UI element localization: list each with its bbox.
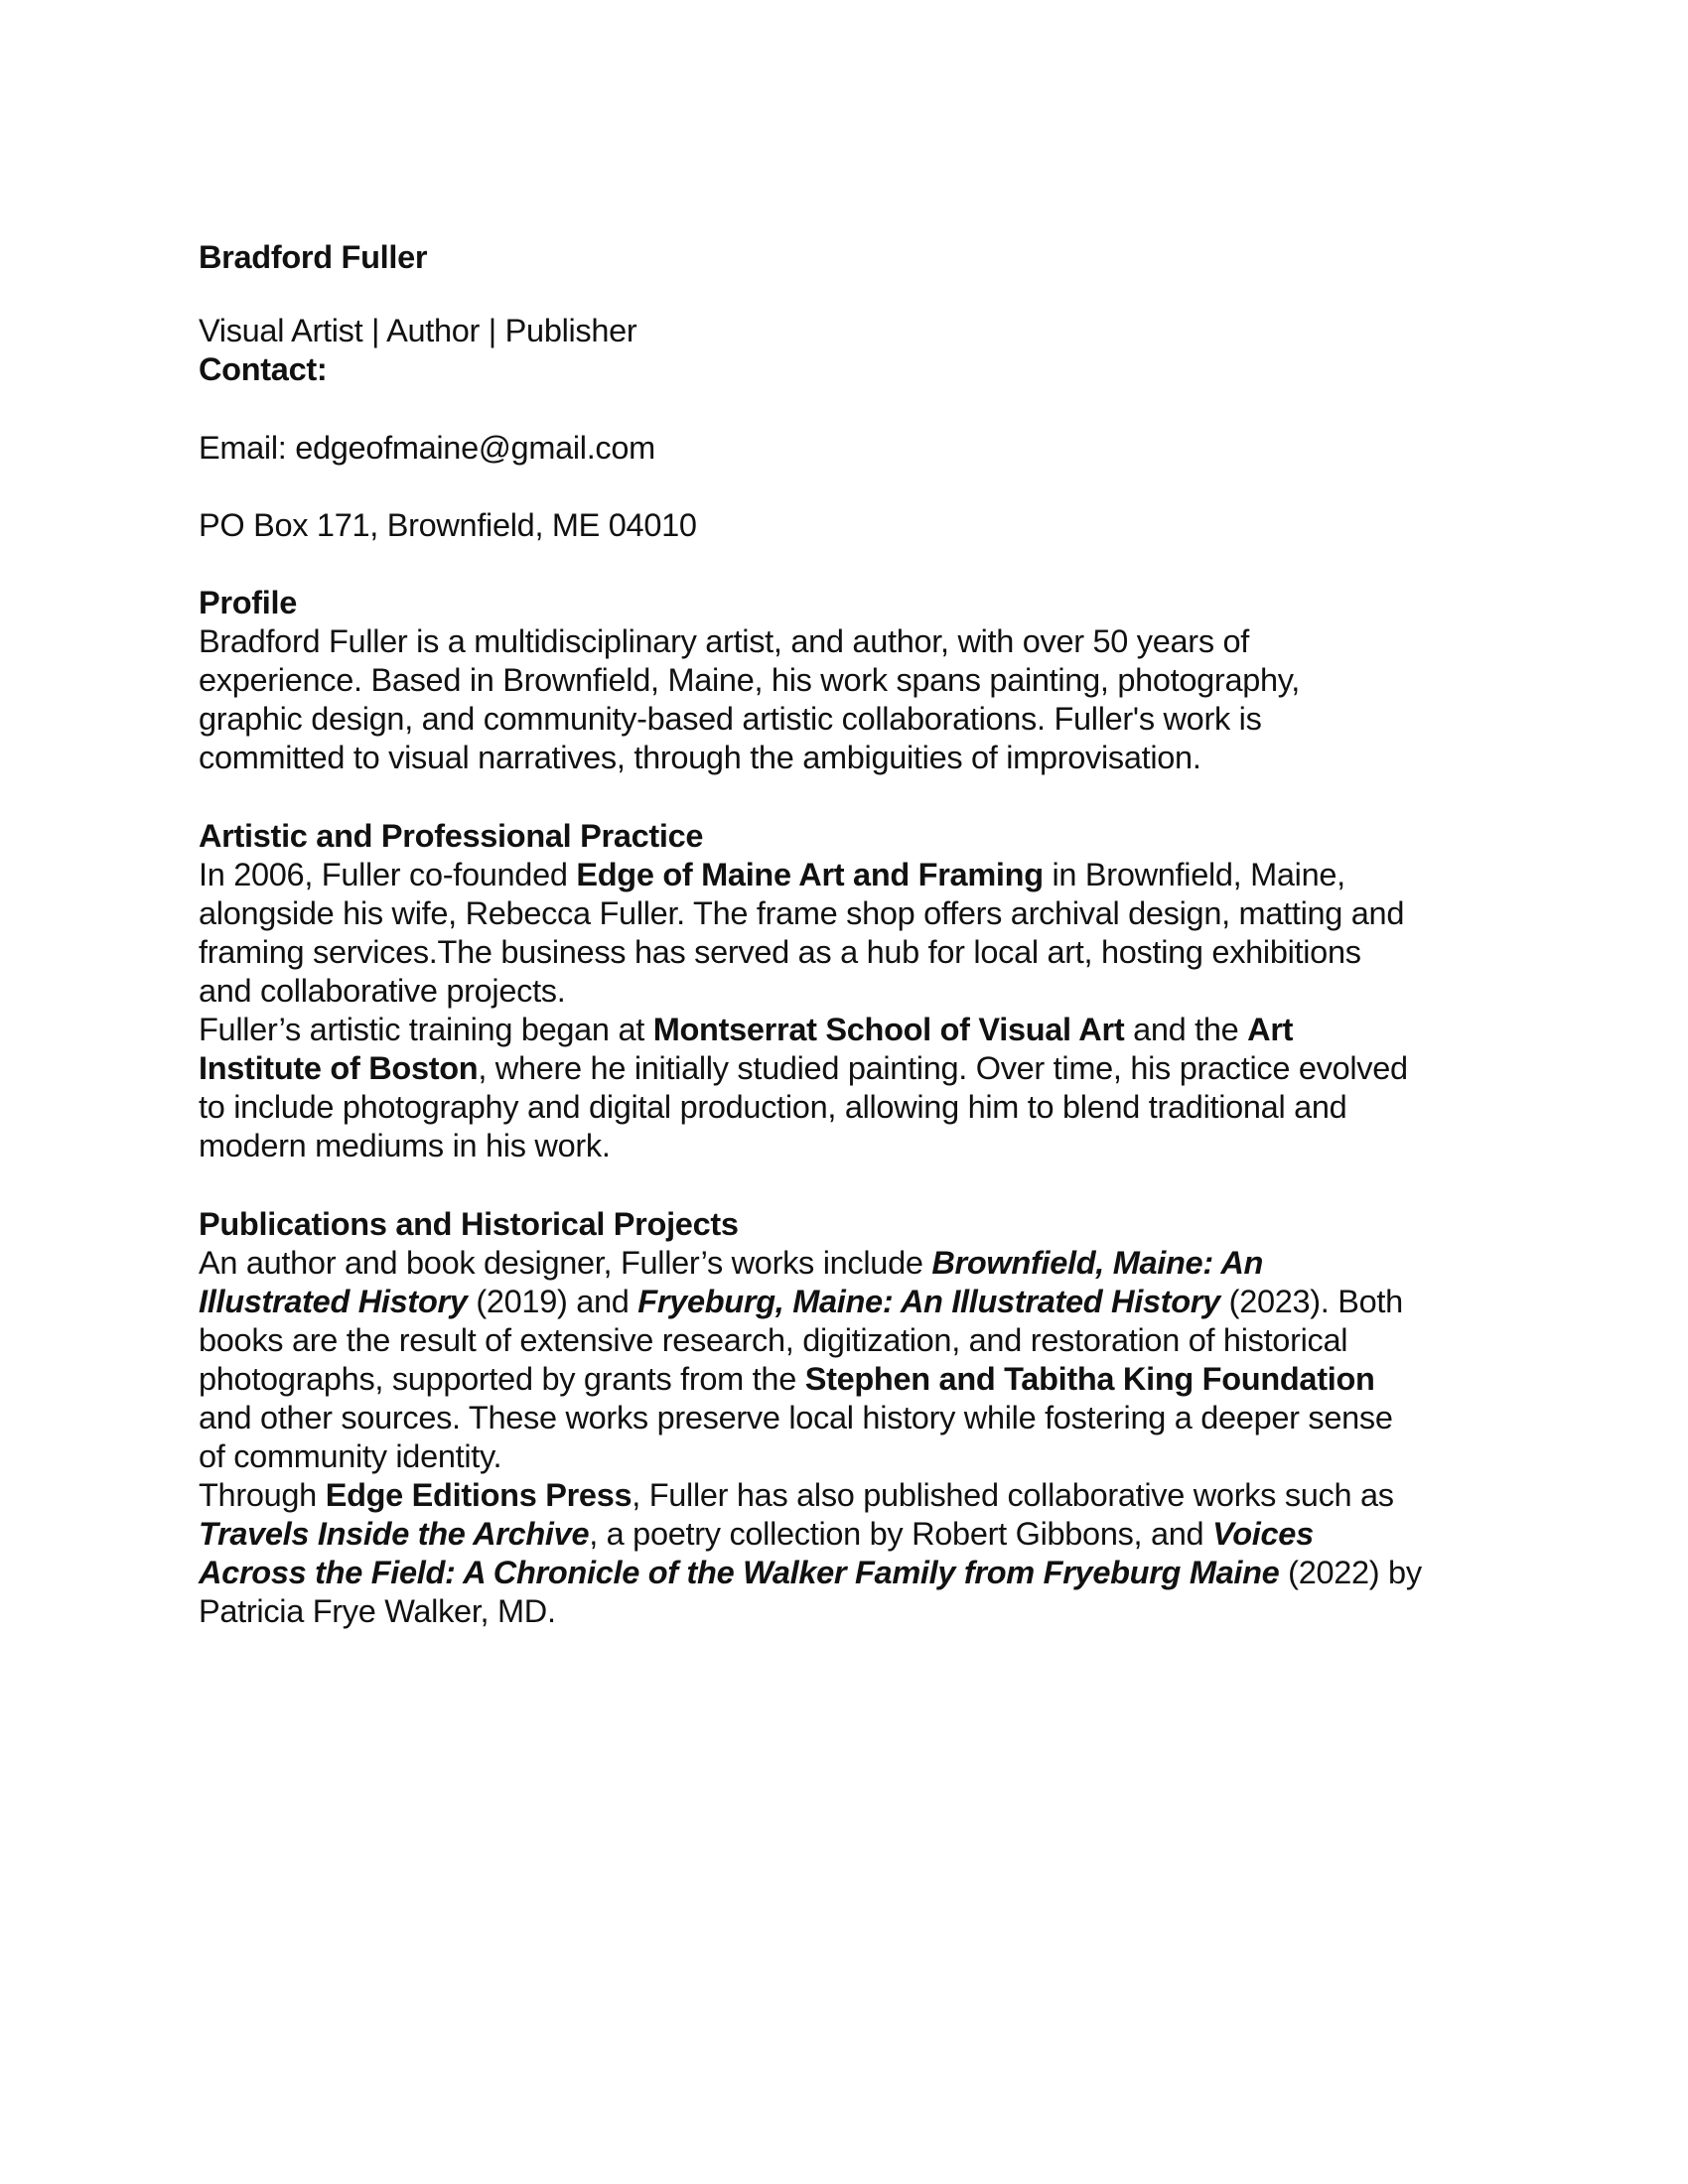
profile-line: graphic design, and community-based artistic collaborations. Fuller's work is	[199, 701, 1262, 737]
practice-line: modern mediums in his work.	[199, 1128, 611, 1163]
book-title: Illustrated History	[199, 1284, 468, 1319]
practice-line: and collaborative projects.	[199, 973, 566, 1009]
publications-line: Travels Inside the Archive, a poetry collection by Robert Gibbons, and Voices	[199, 1516, 1314, 1552]
profile-section	[199, 584, 1489, 777]
press-name: Edge Editions Press	[325, 1477, 633, 1513]
school-name: Art	[1247, 1012, 1294, 1047]
book-title: Travels Inside the Archive	[199, 1516, 590, 1552]
school-name: Institute of Boston	[199, 1050, 479, 1086]
practice-line: alongside his wife, Rebecca Fuller. The frame shop offers archival design, matting and	[199, 895, 1405, 931]
publications-line: Across the Field: A Chronicle of the Walker Family from Fryeburg Maine (2022) by	[199, 1555, 1422, 1590]
publications-line: Through Edge Editions Press, Fuller has also published collaborative works such as	[199, 1477, 1394, 1513]
practice-line: Institute of Boston, where he initially studied painting. Over time, his practice evolved	[199, 1050, 1408, 1086]
book-title: Fryeburg, Maine: An Illustrated History	[637, 1284, 1220, 1319]
address-line: PO Box 171, Brownfield, ME 04010	[199, 507, 697, 543]
author-roles: Visual Artist | Author | Publisher	[199, 313, 637, 348]
publications-line: of community identity.	[199, 1438, 502, 1474]
practice-line: to include photography and digital production, allowing him to blend traditional and	[199, 1089, 1347, 1125]
frame-shop-name: Edge of Maine Art and Framing	[576, 857, 1044, 892]
profile-line: Bradford Fuller is a multidisciplinary artist, and author, with over 50 years of	[199, 623, 1250, 659]
practice-line: In 2006, Fuller co-founded Edge of Maine Art and Framing in Brownfield, Maine,	[199, 857, 1345, 892]
school-name: Montserrat School of Visual Art	[652, 1012, 1125, 1047]
contact-label: Contact:	[199, 351, 328, 387]
book-title: Across the Field: A Chronicle of the Walker Family from Fryeburg Maine	[199, 1555, 1280, 1590]
practice-line: Fuller’s artistic training began at Montserrat School of Visual Art and the Art	[199, 1012, 1294, 1047]
practice-section	[199, 817, 1489, 1165]
book-title: Voices	[1212, 1516, 1314, 1552]
profile-line: committed to visual narratives, through the ambiguities of improvisation.	[199, 740, 1201, 775]
publications-title: Publications and Historical Projects	[199, 1206, 739, 1242]
foundation-name: Stephen and Tabitha King Foundation	[804, 1361, 1375, 1397]
profile-line: experience. Based in Brownfield, Maine, his work spans painting, photography,	[199, 662, 1301, 698]
publications-section	[199, 1205, 1489, 1631]
publications-line: photographs, supported by grants from the Stephen and Tabitha King Foundation	[199, 1361, 1375, 1397]
author-name: Bradford Fuller	[199, 239, 428, 275]
document-page	[199, 238, 1489, 1631]
practice-title: Artistic and Professional Practice	[199, 818, 704, 854]
email-line: Email: edgeofmaine@gmail.com	[199, 430, 655, 466]
publications-line: An author and book designer, Fuller’s works include Brownfield, Maine: An	[199, 1245, 1264, 1281]
publications-line: Patricia Frye Walker, MD.	[199, 1593, 556, 1629]
publications-line: books are the result of extensive research, digitization, and restoration of historical	[199, 1322, 1348, 1358]
profile-title: Profile	[199, 585, 298, 620]
practice-line: framing services.The business has served as a hub for local art, hosting exhibitions	[199, 934, 1361, 970]
book-title: Brownfield, Maine: An	[931, 1245, 1264, 1281]
publications-line: Illustrated History (2019) and Fryeburg, Maine: An Illustrated History (2023). Both	[199, 1284, 1403, 1319]
publications-line: and other sources. These works preserve local history while fostering a deeper sense	[199, 1400, 1393, 1435]
